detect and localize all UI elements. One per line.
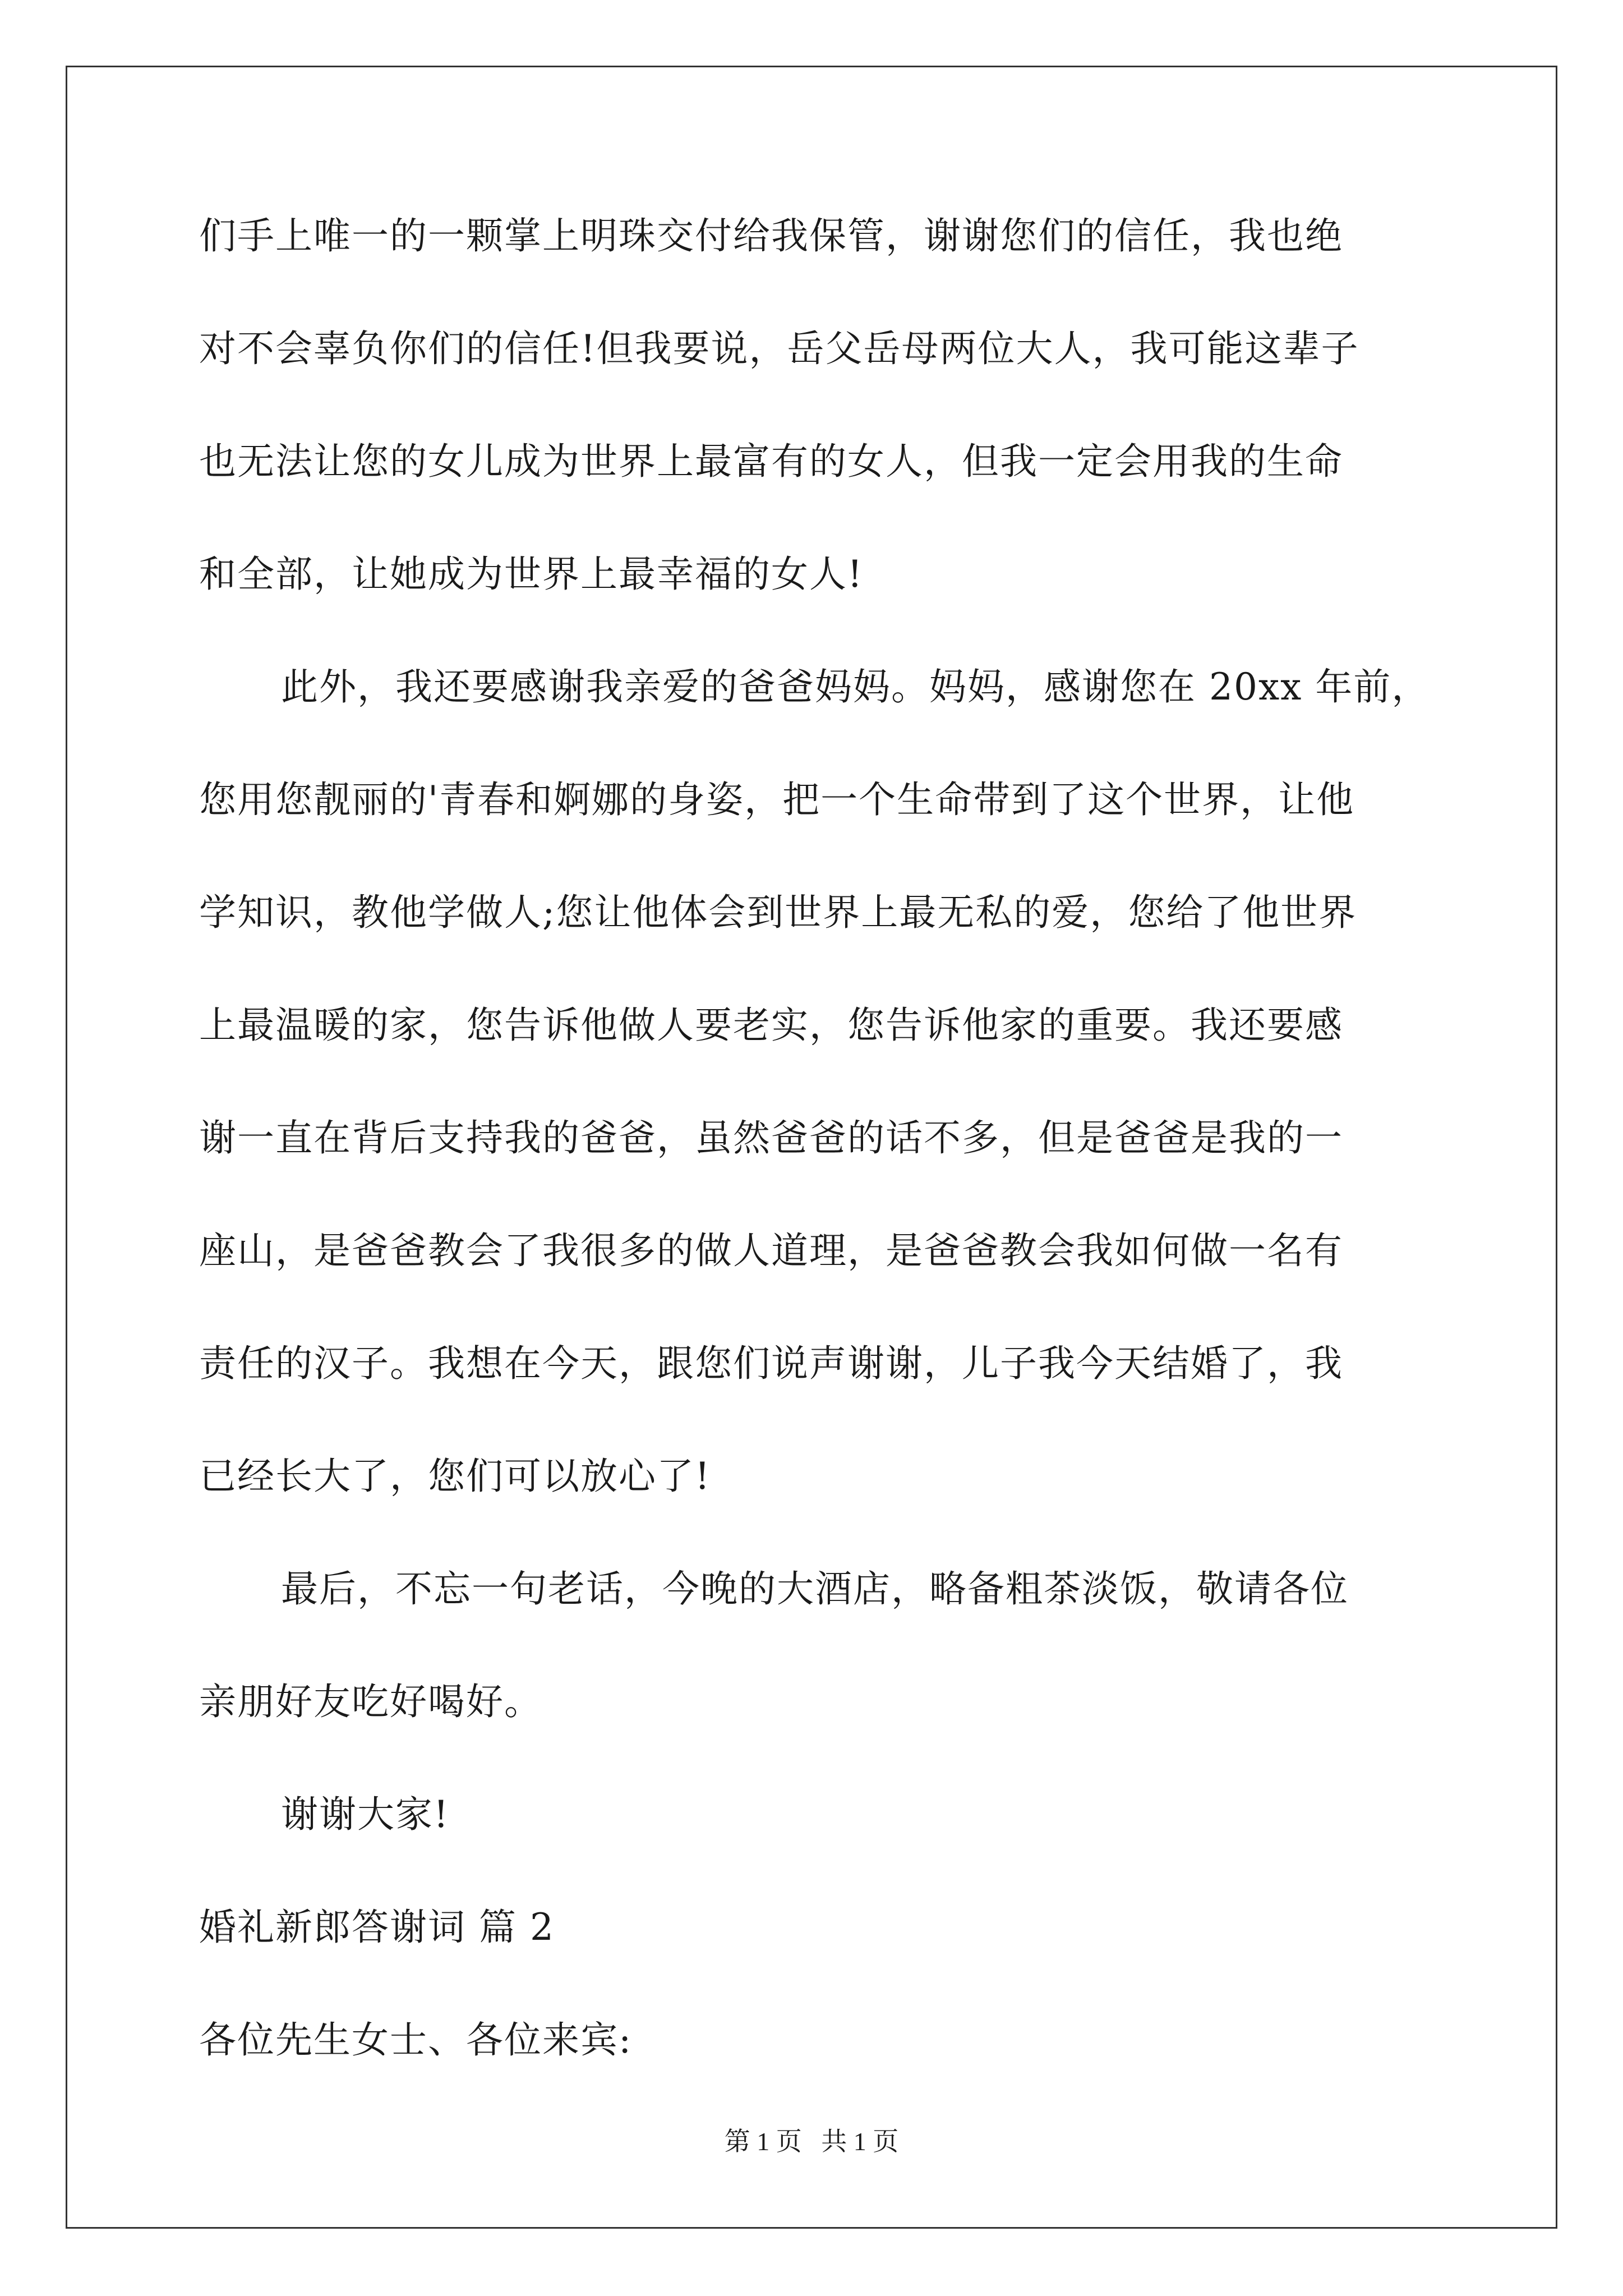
text-line-4: 和全部，让她成为世界上最幸福的女人! [199,553,864,596]
text-line-12: 已经长大了，您们可以放心了! [199,1455,711,1498]
text-line-3: 也无法让您的女儿成为世界上最富有的女人，但我一定会用我的生命 [199,440,1343,483]
page-number-footer: 第 1 页 共 1 页 [724,2127,899,2156]
text-line-10: 座山，是爸爸教会了我很多的做人道理，是爸爸教会我如何做一名有 [199,1229,1343,1272]
text-line-14: 亲朋好友吃好喝好。 [199,1680,542,1723]
text-line-1: 们手上唯一的一颗掌上明珠交付给我保管，谢谢您们的信任，我也绝 [199,214,1343,257]
text-line-11: 责任的汉子。我想在今天，跟您们说声谢谢，儿子我今天结婚了，我 [199,1342,1343,1385]
salutation-line: 各位先生女士、各位来宾: [199,2018,633,2062]
text-line-9: 谢一直在背后支持我的爸爸，虽然爸爸的话不多，但是爸爸是我的一 [199,1116,1343,1159]
text-line-6: 您用您靓丽的'青春和婀娜的身姿，把一个生命带到了这个世界，让他 [199,778,1355,821]
text-line-7: 学知识，教他学做人;您让他体会到世界上最无私的爱，您给了他世界 [199,891,1357,934]
section-heading: 婚礼新郎答谢词 篇 2 [199,1906,555,1949]
document-body [199,208,1433,2124]
text-line-5: 此外，我还要感谢我亲爱的爸爸妈妈。妈妈，感谢您在 20xx 年前， [281,665,1430,708]
text-line-15: 谢谢大家! [281,1793,450,1836]
text-line-2: 对不会辜负你们的信任!但我要说，岳父岳母两位大人，我可能这辈子 [199,327,1359,370]
text-line-8: 上最温暖的家，您告诉他做人要老实，您告诉他家的重要。我还要感 [199,1004,1343,1047]
text-line-13: 最后，不忘一句老话，今晚的大酒店，略备粗茶淡饭，敬请各位 [281,1567,1349,1611]
